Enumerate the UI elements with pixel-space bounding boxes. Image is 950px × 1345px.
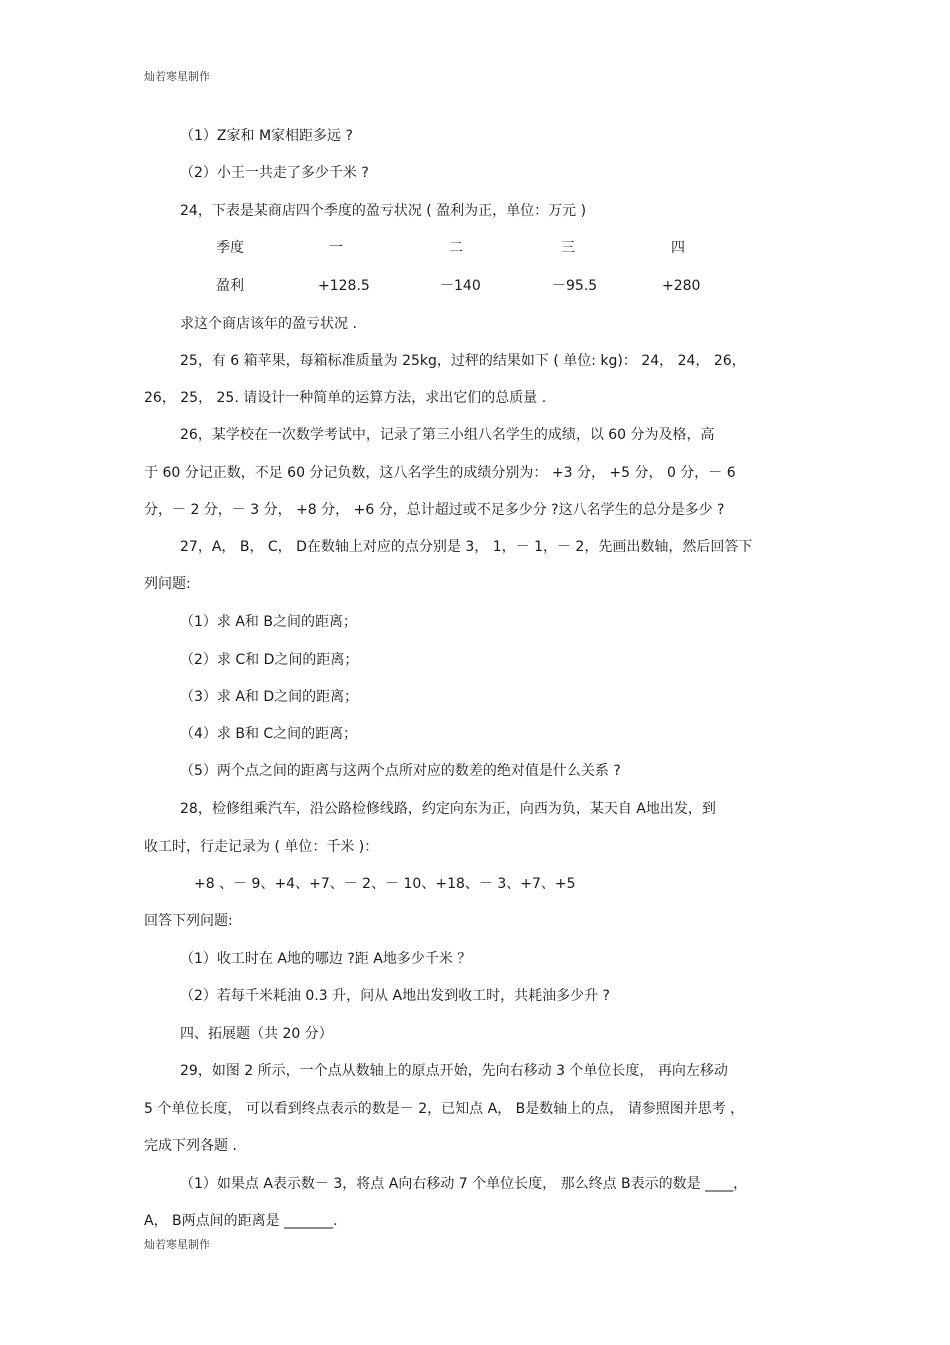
text-line: 列问题: <box>144 576 191 592</box>
text-line: （1）求 A和 B之间的距离； <box>180 614 357 630</box>
table-header-cell: 三 <box>561 240 575 256</box>
table-header-cell: 四 <box>671 240 685 256</box>
question-27: 27，A， B， C， D在数轴上对应的点分别是 3， 1，－ 1，－ 2，先画出数轴，然后回答下 <box>180 539 753 555</box>
text-line: A， B两点间的距离是 _______. <box>144 1213 338 1229</box>
table-header-cell: 二 <box>449 240 463 256</box>
text-line: （2）若每千米耗油 0.3 升，问从 A地出发到收工时，共耗油多少升 ? <box>180 988 610 1004</box>
text-line: 收工时，行走记录为 ( 单位：千米 )： <box>144 839 379 855</box>
question-24: 24，下表是某商店四个季度的盈亏状况 ( 盈利为正，单位：万元 ) <box>180 203 587 219</box>
text-line: +8 、－ 9、+4、+7、－ 2、－ 10、+18、－ 3、+7、+5 <box>194 876 576 892</box>
text-line: （3）求 A和 D之间的距离； <box>180 689 359 705</box>
table-header-cell: 一 <box>329 240 343 256</box>
text-line: 完成下列各题 . <box>144 1138 237 1154</box>
table-cell: +128.5 <box>318 278 370 294</box>
text-line: （2）小王一共走了多少千米 ? <box>180 165 369 181</box>
text-line: 26， 25， 25. 请设计一种简单的运算方法，求出它们的总质量 . <box>144 390 547 406</box>
table-row-label: 盈利 <box>216 278 244 294</box>
text-line: （4）求 B和 C之间的距离； <box>180 726 358 742</box>
question-28: 28，检修组乘汽车，沿公路检修线路，约定向东为正，向西为负，某天自 A地出发，到 <box>180 801 716 817</box>
text-line: 于 60 分记正数，不足 60 分记负数，这八名学生的成绩分别为： +3 分， +5 分， 0 分，－ 6 <box>144 465 736 481</box>
table-cell: －95.5 <box>552 278 598 294</box>
table-cell: －140 <box>440 278 481 294</box>
text-line: 分，－ 2 分，－ 3 分， +8 分， +6 分，总计超过或不足多少分 ?这八名学生的总分是多少 ? <box>144 502 725 518</box>
page-footer: 灿若寒星制作 <box>144 1238 210 1251</box>
text-line: （1）收工时在 A地的哪边 ?距 A地多少千米 ？ <box>180 951 472 967</box>
page-header: 灿若寒星制作 <box>144 70 210 83</box>
text-line: （5）两个点之间的距离与这两个点所对应的数差的绝对值是什么关系 ? <box>180 763 621 779</box>
section-heading: 四、拓展题（共 20 分） <box>180 1026 333 1042</box>
question-25: 25，有 6 箱苹果，每箱标准质量为 25kg，过秤的结果如下 ( 单位: kg)： 24， 24， 26， <box>180 353 746 369</box>
table-header-label: 季度 <box>216 240 244 256</box>
question-26: 26，某学校在一次数学考试中，记录了第三小组八名学生的成绩，以 60 分为及格，高 <box>180 427 715 443</box>
text-line: （2）求 C和 D之间的距离； <box>180 652 359 668</box>
text-line: （1）Z家和 M家相距多远 ? <box>180 128 353 144</box>
text-line: 求这个商店该年的盈亏状况 . <box>180 316 357 332</box>
text-line: 5 个单位长度， 可以看到终点表示的数是－ 2，已知点 A， B是数轴上的点， 请参照图并思考 ， <box>144 1101 745 1117</box>
table-cell: +280 <box>662 278 701 294</box>
question-29: 29，如图 2 所示，一个点从数轴上的原点开始，先向右移动 3 个单位长度， 再向左移动 <box>180 1063 728 1079</box>
text-line: （1）如果点 A表示数－ 3，将点 A向右移动 7 个单位长度， 那么终点 B表示的数是 ____， <box>180 1176 748 1192</box>
text-line: 回答下列问题: <box>144 913 233 929</box>
